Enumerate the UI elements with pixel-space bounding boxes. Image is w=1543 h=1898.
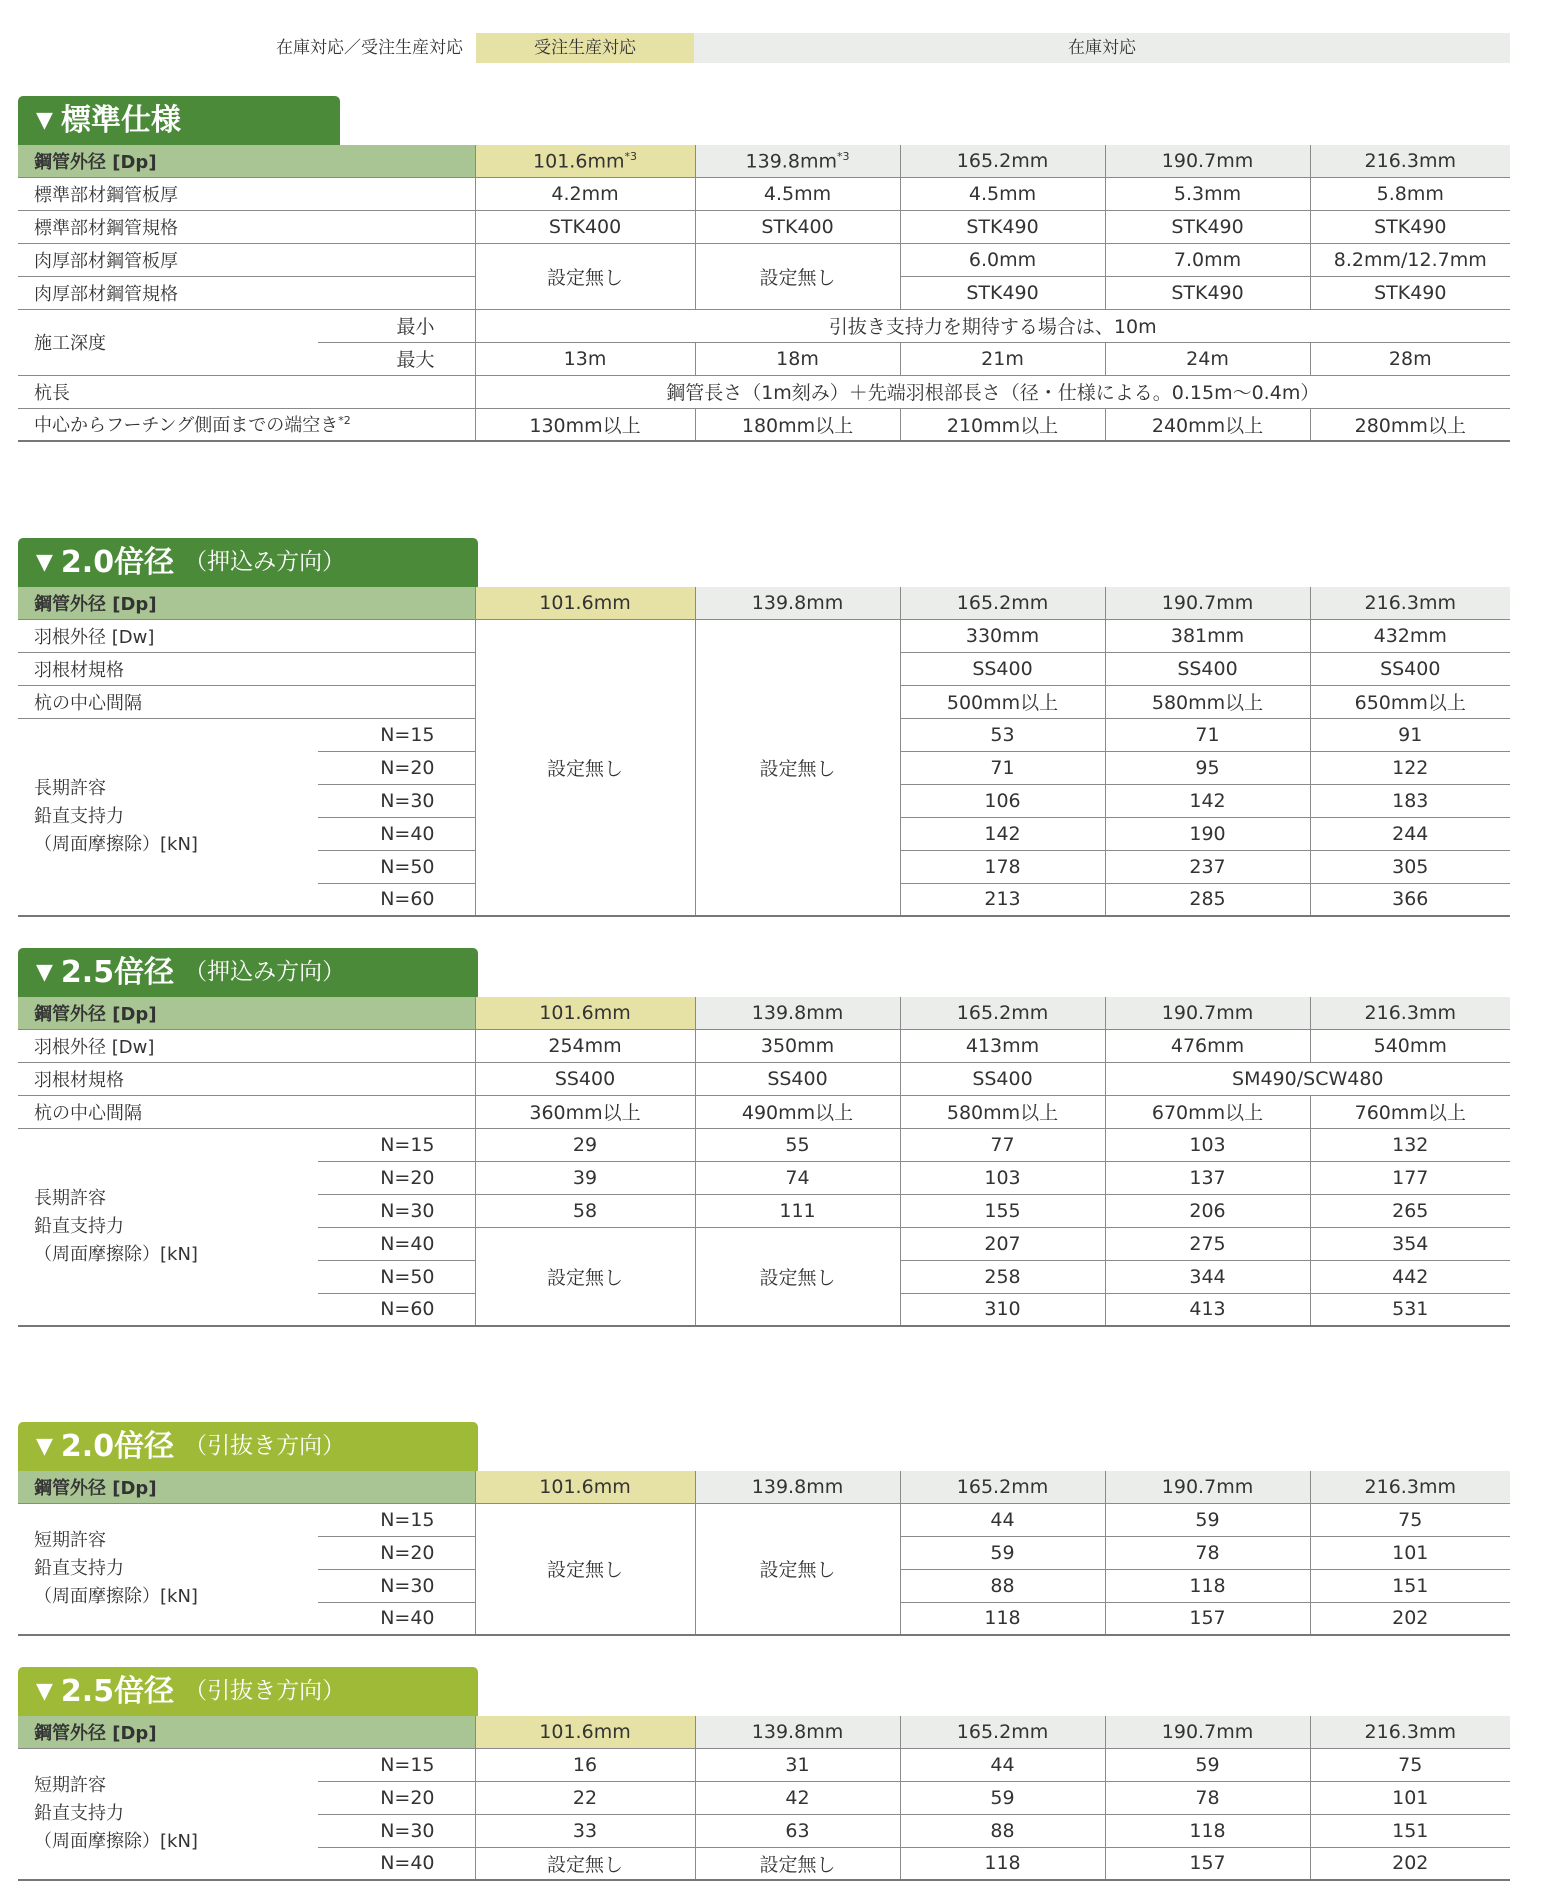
cell: 157 <box>1105 1847 1310 1880</box>
table-row <box>18 1062 1510 1095</box>
cell: 42 <box>695 1781 900 1814</box>
cell: SS400 <box>900 1062 1105 1095</box>
cell: 165.2mm <box>900 1471 1105 1503</box>
cell: 59 <box>1105 1748 1310 1781</box>
row-label: 鋼管外径 [Dp] <box>18 587 475 619</box>
table-row <box>18 1471 1510 1503</box>
row-label: 肉厚部材鋼管規格 <box>18 276 475 309</box>
n-label: N=15 <box>318 1503 475 1536</box>
cell: 476mm <box>1105 1029 1310 1062</box>
cell: 88 <box>900 1814 1105 1847</box>
cell: 53 <box>900 718 1105 751</box>
row-label: 鋼管外径 [Dp] <box>18 1471 475 1503</box>
cell: 6.0mm <box>900 243 1105 276</box>
none-cell: 設定無し <box>695 243 900 309</box>
cell: 216.3mm <box>1310 587 1510 619</box>
n-label: N=20 <box>318 1536 475 1569</box>
table-row <box>18 619 1510 652</box>
cell: 16 <box>475 1748 695 1781</box>
none-cell: 設定無し <box>475 1503 695 1635</box>
row-label: 鋼管外径 [Dp] <box>18 997 475 1029</box>
cell: 101 <box>1310 1781 1510 1814</box>
cell: 580mm以上 <box>900 1095 1105 1128</box>
n-label: N=50 <box>318 850 475 883</box>
push25-table <box>18 997 1510 1327</box>
cell: 8.2mm/12.7mm <box>1310 243 1510 276</box>
triangle-down-icon: ▼ <box>36 1434 53 1459</box>
cell: 237 <box>1105 850 1310 883</box>
row-label: 中心からフーチング側面までの端空き$^{*2}$ <box>18 408 475 441</box>
cell: SS400 <box>1310 652 1510 685</box>
cell: 39 <box>475 1161 695 1194</box>
none-cell: 設定無し <box>695 1503 900 1635</box>
n-label: N=30 <box>318 1569 475 1602</box>
cell: 101.6mm <box>475 1716 695 1748</box>
cell: SS400 <box>695 1062 900 1095</box>
row-label: 鋼管外径 [Dp] <box>18 1716 475 1748</box>
section-header-push20: ▼ 2.0倍径 （押込み方向） <box>18 538 478 587</box>
pull25-table <box>18 1716 1510 1881</box>
cell: 33 <box>475 1814 695 1847</box>
cell: 103 <box>1105 1128 1310 1161</box>
table-row <box>18 145 1510 177</box>
n-label: N=15 <box>318 1128 475 1161</box>
n-label: N=20 <box>318 1781 475 1814</box>
row-label: 標準部材鋼管規格 <box>18 210 475 243</box>
cell: 139.8mm <box>695 587 900 619</box>
cell: 254mm <box>475 1029 695 1062</box>
row-label: 羽根外径 [Dw] <box>18 619 475 652</box>
cell: 190.7mm <box>1105 145 1310 177</box>
capacity-label: 短期許容 鉛直支持力 （周面摩擦除）[kN] <box>18 1748 318 1880</box>
table-row <box>18 210 1510 243</box>
table-row <box>18 997 1510 1029</box>
table-row <box>18 1503 1510 1536</box>
sub-label: 最小 <box>318 309 475 342</box>
n-label: N=60 <box>318 1293 475 1326</box>
cell: 580mm以上 <box>1105 685 1310 718</box>
none-cell: 設定無し <box>475 1847 695 1880</box>
none-cell: 設定無し <box>695 1227 900 1326</box>
none-cell: 設定無し <box>475 1227 695 1326</box>
cell: $101.6mm^{*3}$ <box>475 145 695 177</box>
cell: 95 <box>1105 751 1310 784</box>
section-title: 標準仕様 <box>60 103 181 138</box>
cell: 91 <box>1310 718 1510 751</box>
cell: 366 <box>1310 883 1510 916</box>
cell: 202 <box>1310 1602 1510 1635</box>
cell: 381mm <box>1105 619 1310 652</box>
n-label: N=20 <box>318 1161 475 1194</box>
cell: 118 <box>900 1602 1105 1635</box>
cell: 58 <box>475 1194 695 1227</box>
cell: STK490 <box>1105 276 1310 309</box>
cell: 165.2mm <box>900 1716 1105 1748</box>
cell: SS400 <box>900 652 1105 685</box>
cell: 71 <box>1105 718 1310 751</box>
cell: 22 <box>475 1781 695 1814</box>
cell: 132 <box>1310 1128 1510 1161</box>
cell: 305 <box>1310 850 1510 883</box>
n-label: N=30 <box>318 1194 475 1227</box>
cell: 118 <box>900 1847 1105 1880</box>
cell: 101.6mm <box>475 997 695 1029</box>
table-row <box>18 243 1510 276</box>
n-label: N=30 <box>318 784 475 817</box>
table-row <box>18 587 1510 619</box>
cell: 650mm以上 <box>1310 685 1510 718</box>
cell: 71 <box>900 751 1105 784</box>
cell: STK490 <box>900 276 1105 309</box>
cell: 216.3mm <box>1310 997 1510 1029</box>
none-cell: 設定無し <box>695 619 900 916</box>
row-label: 杭の中心間隔 <box>18 1095 475 1128</box>
capacity-label: 長期許容 鉛直支持力 （周面摩擦除）[kN] <box>18 1128 318 1326</box>
capacity-label: 長期許容 鉛直支持力 （周面摩擦除）[kN] <box>18 718 318 916</box>
cell: 432mm <box>1310 619 1510 652</box>
cell: 59 <box>900 1781 1105 1814</box>
cell: 216.3mm <box>1310 145 1510 177</box>
table-row <box>18 309 1510 342</box>
cell: 130mm以上 <box>475 408 695 441</box>
legend-label: 在庫対応／受注生産対応 <box>276 38 463 58</box>
table-row <box>18 408 1510 441</box>
cell: 354 <box>1310 1227 1510 1260</box>
cell: 206 <box>1105 1194 1310 1227</box>
row-label: 鋼管外径 [Dp] <box>18 145 475 177</box>
table-row <box>18 1748 1510 1781</box>
cell: 360mm以上 <box>475 1095 695 1128</box>
cell: STK490 <box>900 210 1105 243</box>
cell: 28m <box>1310 342 1510 375</box>
cell: 190 <box>1105 817 1310 850</box>
cell: 142 <box>1105 784 1310 817</box>
n-label: N=20 <box>318 751 475 784</box>
n-label: N=15 <box>318 718 475 751</box>
row-label: 杭長 <box>18 375 475 408</box>
cell: 151 <box>1310 1569 1510 1602</box>
n-label: N=30 <box>318 1814 475 1847</box>
cell: 155 <box>900 1194 1105 1227</box>
row-label: 杭の中心間隔 <box>18 685 475 718</box>
n-label: N=40 <box>318 817 475 850</box>
cell: 350mm <box>695 1029 900 1062</box>
cell: 103 <box>900 1161 1105 1194</box>
legend-strip <box>0 33 1510 63</box>
row-label: 羽根材規格 <box>18 652 475 685</box>
n-label: N=15 <box>318 1748 475 1781</box>
table-row <box>18 1029 1510 1062</box>
capacity-label: 短期許容 鉛直支持力 （周面摩擦除）[kN] <box>18 1503 318 1635</box>
cell: 63 <box>695 1814 900 1847</box>
cell: 78 <box>1105 1781 1310 1814</box>
cell: 122 <box>1310 751 1510 784</box>
section-header-push25: ▼ 2.5倍径 （押込み方向） <box>18 948 478 997</box>
n-label: N=40 <box>318 1847 475 1880</box>
section-header-standard <box>18 96 340 145</box>
row-label: 標準部材鋼管板厚 <box>18 177 475 210</box>
cell: 285 <box>1105 883 1310 916</box>
table-row <box>18 1128 1510 1161</box>
triangle-down-icon: ▼ <box>36 550 53 575</box>
cell: 190.7mm <box>1105 587 1310 619</box>
cell: 24m <box>1105 342 1310 375</box>
row-label: 肉厚部材鋼管板厚 <box>18 243 475 276</box>
standard-spec-table <box>18 145 1510 442</box>
cell: 413mm <box>900 1029 1105 1062</box>
cell: 7.0mm <box>1105 243 1310 276</box>
cell: $139.8mm^{*3}$ <box>695 145 900 177</box>
cell: 216.3mm <box>1310 1716 1510 1748</box>
cell: 413 <box>1105 1293 1310 1326</box>
cell: STK490 <box>1310 276 1510 309</box>
cell: 190.7mm <box>1105 1716 1310 1748</box>
table-row <box>18 1095 1510 1128</box>
cell: STK400 <box>475 210 695 243</box>
cell: 183 <box>1310 784 1510 817</box>
merged-cell: 引抜き支持力を期待する場合は、10m <box>475 309 1510 342</box>
n-label: N=40 <box>318 1227 475 1260</box>
section-header-pull20: ▼ 2.0倍径 （引抜き方向） <box>18 1422 478 1471</box>
cell: 44 <box>900 1748 1105 1781</box>
cell: 106 <box>900 784 1105 817</box>
merged-cell: SM490/SCW480 <box>1105 1062 1510 1095</box>
cell: 59 <box>1105 1503 1310 1536</box>
cell: 190.7mm <box>1105 997 1310 1029</box>
pull20-table <box>18 1471 1510 1636</box>
cell: 31 <box>695 1748 900 1781</box>
cell: STK490 <box>1105 210 1310 243</box>
cell: 44 <box>900 1503 1105 1536</box>
cell: 75 <box>1310 1503 1510 1536</box>
n-label: N=40 <box>318 1602 475 1635</box>
cell: 760mm以上 <box>1310 1095 1510 1128</box>
cell: 5.8mm <box>1310 177 1510 210</box>
cell: 265 <box>1310 1194 1510 1227</box>
cell: 216.3mm <box>1310 1471 1510 1503</box>
cell: 500mm以上 <box>900 685 1105 718</box>
cell: 540mm <box>1310 1029 1510 1062</box>
cell: SS400 <box>475 1062 695 1095</box>
cell: 4.5mm <box>900 177 1105 210</box>
legend-in-stock: 在庫対応 <box>694 33 1510 63</box>
table-row <box>18 1716 1510 1748</box>
cell: 75 <box>1310 1748 1510 1781</box>
cell: 4.2mm <box>475 177 695 210</box>
cell: 88 <box>900 1569 1105 1602</box>
triangle-down-icon: ▼ <box>36 960 53 985</box>
cell: 165.2mm <box>900 587 1105 619</box>
sub-label: 最大 <box>318 342 475 375</box>
cell: 111 <box>695 1194 900 1227</box>
cell: 531 <box>1310 1293 1510 1326</box>
table-row <box>18 375 1510 408</box>
cell: 280mm以上 <box>1310 408 1510 441</box>
cell: 442 <box>1310 1260 1510 1293</box>
n-label: N=50 <box>318 1260 475 1293</box>
cell: 490mm以上 <box>695 1095 900 1128</box>
triangle-down-icon: ▼ <box>36 108 53 133</box>
cell: 13m <box>475 342 695 375</box>
cell: 213 <box>900 883 1105 916</box>
cell: 29 <box>475 1128 695 1161</box>
cell: 165.2mm <box>900 997 1105 1029</box>
cell: 344 <box>1105 1260 1310 1293</box>
cell: 157 <box>1105 1602 1310 1635</box>
cell: 177 <box>1310 1161 1510 1194</box>
cell: 139.8mm <box>695 1716 900 1748</box>
cell: 4.5mm <box>695 177 900 210</box>
cell: 118 <box>1105 1814 1310 1847</box>
cell: 330mm <box>900 619 1105 652</box>
cell: 258 <box>900 1260 1105 1293</box>
cell: 101.6mm <box>475 1471 695 1503</box>
cell: 310 <box>900 1293 1105 1326</box>
cell: 55 <box>695 1128 900 1161</box>
triangle-down-icon: ▼ <box>36 1679 53 1704</box>
row-label: 羽根材規格 <box>18 1062 475 1095</box>
section-header-pull25: ▼ 2.5倍径 （引抜き方向） <box>18 1667 478 1716</box>
cell: 139.8mm <box>695 997 900 1029</box>
cell: 21m <box>900 342 1105 375</box>
cell: 74 <box>695 1161 900 1194</box>
cell: 165.2mm <box>900 145 1105 177</box>
none-cell: 設定無し <box>475 243 695 309</box>
n-label: N=60 <box>318 883 475 916</box>
none-cell: 設定無し <box>695 1847 900 1880</box>
cell: 207 <box>900 1227 1105 1260</box>
cell: 142 <box>900 817 1105 850</box>
cell: 78 <box>1105 1536 1310 1569</box>
cell: 118 <box>1105 1569 1310 1602</box>
cell: 275 <box>1105 1227 1310 1260</box>
cell: 101 <box>1310 1536 1510 1569</box>
cell: 178 <box>900 850 1105 883</box>
cell: 151 <box>1310 1814 1510 1847</box>
cell: STK400 <box>695 210 900 243</box>
none-cell: 設定無し <box>475 619 695 916</box>
cell: STK490 <box>1310 210 1510 243</box>
legend-made-to-order: 受注生産対応 <box>476 33 694 63</box>
cell: 137 <box>1105 1161 1310 1194</box>
cell: 670mm以上 <box>1105 1095 1310 1128</box>
cell: SS400 <box>1105 652 1310 685</box>
row-label: 羽根外径 [Dw] <box>18 1029 475 1062</box>
cell: 59 <box>900 1536 1105 1569</box>
merged-cell: 鋼管長さ（1m刻み）＋先端羽根部長さ（径・仕様による。0.15m～0.4m） <box>475 375 1510 408</box>
cell: 180mm以上 <box>695 408 900 441</box>
cell: 139.8mm <box>695 1471 900 1503</box>
cell: 18m <box>695 342 900 375</box>
cell: 210mm以上 <box>900 408 1105 441</box>
cell: 244 <box>1310 817 1510 850</box>
cell: 101.6mm <box>475 587 695 619</box>
cell: 5.3mm <box>1105 177 1310 210</box>
push20-table <box>18 587 1510 917</box>
row-label: 施工深度 <box>18 309 318 375</box>
cell: 190.7mm <box>1105 1471 1310 1503</box>
cell: 202 <box>1310 1847 1510 1880</box>
cell: 240mm以上 <box>1105 408 1310 441</box>
cell: 77 <box>900 1128 1105 1161</box>
table-row <box>18 177 1510 210</box>
